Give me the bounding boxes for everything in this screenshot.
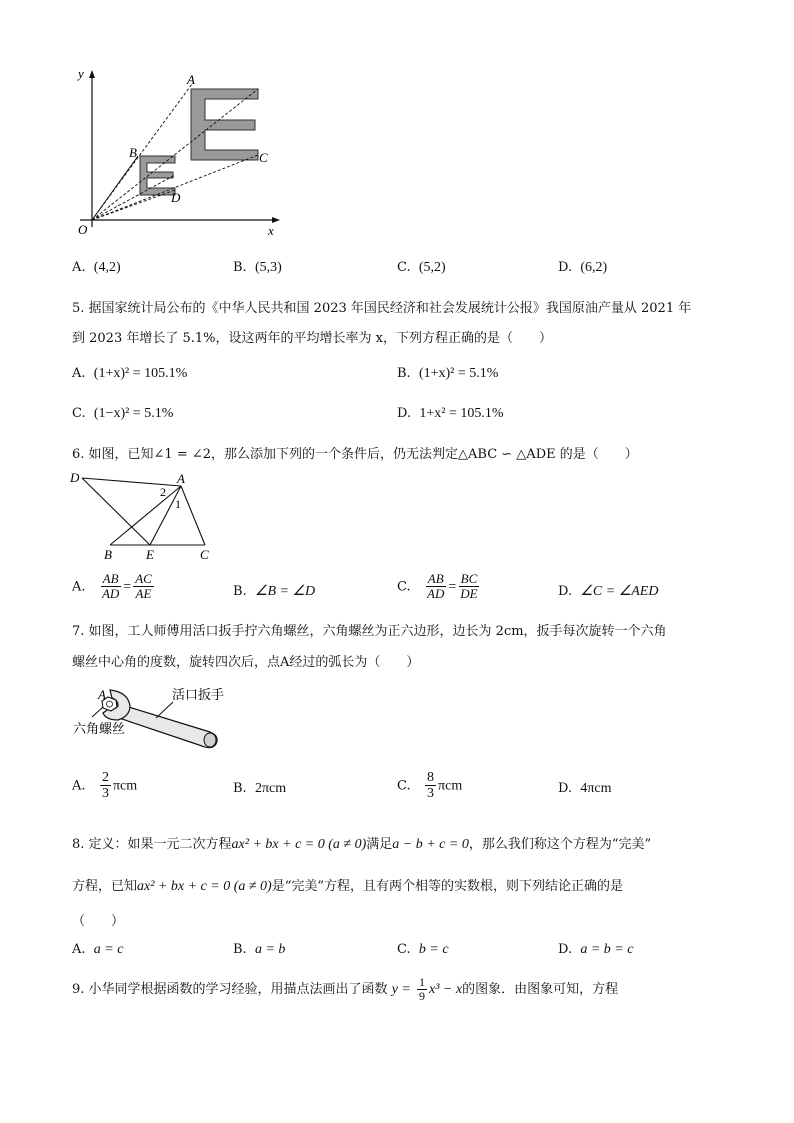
q4-option-d[interactable]: D. (6,2) <box>558 260 608 275</box>
q6-stem: 6. 如图，已知∠1 = ∠2，那么添加下列的一个条件后，仍无法判定△ABC ∽ △ADE 的是（ ） <box>72 447 638 462</box>
label-b: B <box>129 145 137 160</box>
label-a: A <box>98 687 106 702</box>
label-c: C <box>259 150 268 165</box>
triangle-figure <box>68 468 218 564</box>
q8-option-c[interactable]: C. b = c <box>397 942 449 957</box>
y-axis-arrow <box>89 70 95 78</box>
q8-stem-line1: 8. 定义：如果一元二次方程ax² + bx + c = 0 (a ≠ 0)满足a − b + c = 0，那么我们称这个方程为“完美” <box>72 837 652 852</box>
label-d: D <box>171 190 181 205</box>
label-o: O <box>78 222 88 237</box>
segment-ac <box>181 486 205 545</box>
q5-option-b[interactable]: B. (1+x)² = 5.1% <box>397 366 499 381</box>
q8-option-a[interactable]: A. a = c <box>72 942 124 957</box>
q9-stem-line1: 9. 小华同学根据函数的学习经验，用描点法画出了函数 y = $\frac{1}{9}$ x³ − x的图象．由图象可知，方程 <box>72 975 619 1004</box>
q7-option-b[interactable]: B. 2πcm <box>233 781 287 796</box>
q7-option-d[interactable]: D. 4πcm <box>558 781 612 796</box>
q6-option-c[interactable]: C. $\frac{AB}{AD}$ = $\frac{BC}{DE}$ <box>397 571 478 602</box>
q6-option-b[interactable]: B. ∠B = ∠D <box>233 584 316 599</box>
q8-stem-line3: （ ） <box>72 914 125 929</box>
wrench-figure <box>70 680 240 752</box>
q4-option-a[interactable]: A. (4,2) <box>72 260 121 275</box>
label-b: B <box>104 547 112 562</box>
q6-option-a[interactable]: A. $\frac{AB}{AD}$ = $\frac{AC}{AE}$ <box>72 571 152 602</box>
ray-o-small <box>92 175 175 220</box>
label-angle-1: 1 <box>175 497 181 511</box>
q6-option-d[interactable]: D. ∠C = ∠AED <box>558 584 659 599</box>
wrench-handle-end <box>204 733 216 747</box>
q4-option-c[interactable]: C. (5,2) <box>397 260 446 275</box>
label-a: A <box>187 72 195 87</box>
nut-pointer <box>92 707 103 717</box>
wrench-pointer <box>156 702 173 718</box>
q8-stem-line2: 方程，已知ax² + bx + c = 0 (a ≠ 0)是“完美”方程，且有两个相等的实数根，则下列结论正确的是 <box>72 879 624 894</box>
q4-option-b[interactable]: B. (5,3) <box>233 260 282 275</box>
segment-da <box>82 478 181 486</box>
q7-stem-line1: 7. 如图，工人师傅用活口扳手拧六角螺丝，六角螺丝为正六边形，边长为 2cm，扳手每次旋转一个六角 <box>72 624 667 639</box>
q8-option-d[interactable]: D. a = b = c <box>558 942 634 957</box>
q5-stem-line1: 5. 据国家统计局公布的《中华人民共和国 2023 年国民经济和社会发展统计公报》我国原油产量从 2021 年 <box>72 301 692 316</box>
q7-stem-line2: 螺丝中心角的度数，旋转四次后，点A经过的弧长为（ ） <box>72 655 420 670</box>
label-e: E <box>146 547 154 562</box>
ray-od <box>92 190 175 220</box>
segment-de <box>82 478 150 545</box>
coordinate-figure <box>60 62 290 242</box>
q5-option-c[interactable]: C. (1−x)² = 5.1% <box>72 406 174 421</box>
q5-option-a[interactable]: A. (1+x)² = 105.1% <box>72 366 188 381</box>
q8-option-b[interactable]: B. a = b <box>233 942 286 957</box>
label-nut: 六角螺丝 <box>73 721 126 736</box>
label-y: y <box>78 66 84 81</box>
wrench-handle <box>116 705 217 748</box>
label-c: C <box>200 547 209 562</box>
q5-option-d[interactable]: D. 1+x² = 105.1% <box>397 406 504 421</box>
q5-stem-line2: 到 2023 年增长了 5.1%，设这两年的平均增长率为 x，下列方程正确的是（ ） <box>72 331 552 346</box>
label-d: D <box>70 470 80 485</box>
big-letter-e <box>191 89 258 160</box>
label-a: A <box>177 471 185 486</box>
q7-option-c[interactable]: C. $\frac{8}{3}$ πcm <box>397 770 463 802</box>
label-angle-2: 2 <box>160 485 166 499</box>
label-wrench: 活口扳手 <box>172 687 225 702</box>
small-letter-e <box>140 156 175 195</box>
q7-option-a[interactable]: A. $\frac{2}{3}$ πcm <box>72 770 138 802</box>
label-x: x <box>268 223 274 238</box>
